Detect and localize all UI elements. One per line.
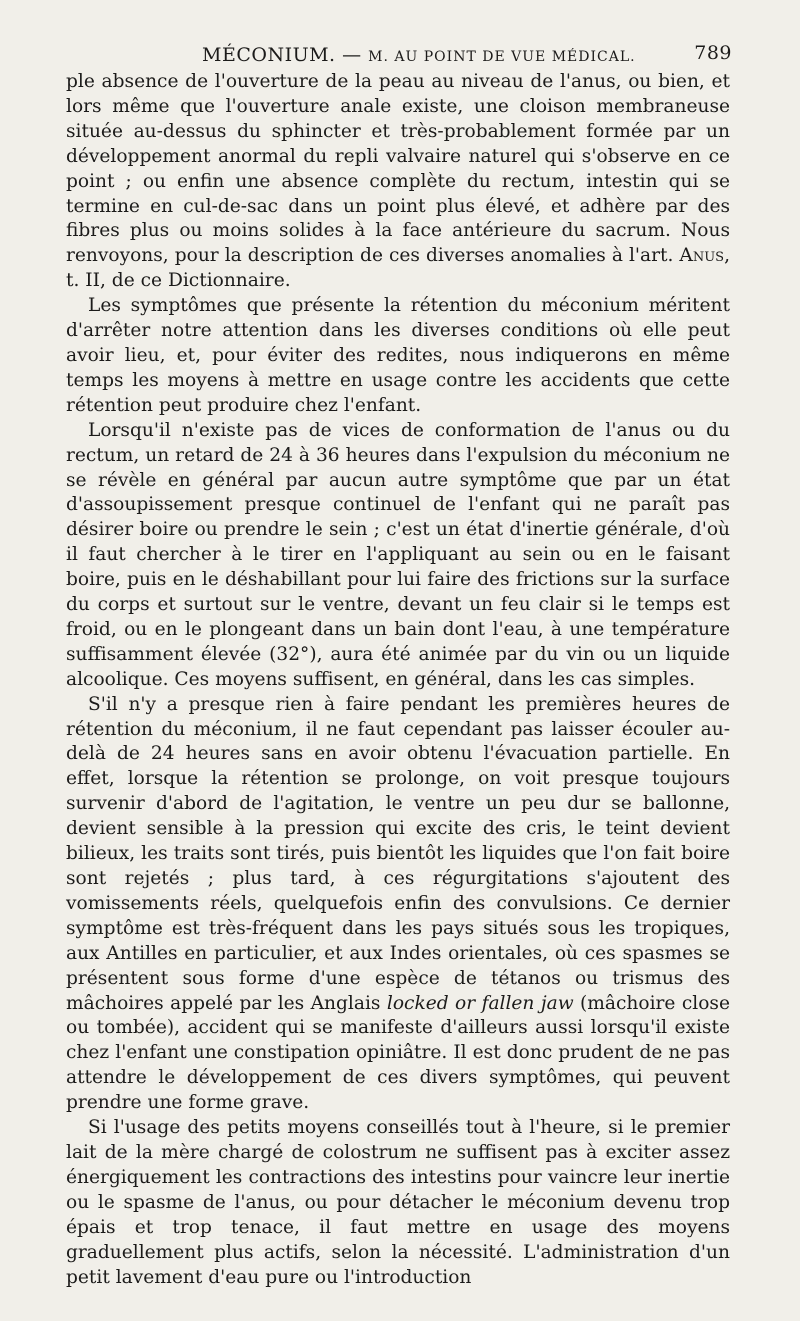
paragraph-4-text: S'il n'y a presque rien à faire pendant les premières heures de rétention du méconium, il ne faut cependant pas laisser écouler au-delà de 24 heures sans en avoir obtenu l'évacuation partielle. En effet, lorsque la rétention se prolonge, on voit presque toujours survenir d'abord de l'agitation, le ventre un peu dur se ballonne, devient sensible à la pression qui excite des cris, le teint devient bilieux, les traits sont tirés, puis bientôt les liquides que l'on fait boire sont rejetés ; plus tard, à ces régurgitations s'ajoutent des vomissements réels, quelquefois enfin des convulsions. Ce dernier symptôme est très-fréquent dans les pays situés sous les tropiques, aux Antilles en particulier, et aux Indes orientales, où ces spasmes se présentent sous forme d'une espèce de tétanos ou trismus des mâchoires appelé par les Anglais	[66, 693, 730, 1014]
paragraph-1	[66, 70, 730, 294]
paragraph-5: Si l'usage des petits moyens conseillés tout à l'heure, si le premier lait de la mère chargé de colostrum ne suffisent pas à exciter assez énergiquement les contractions des intestins pour vaincre leur inertie ou le spasme de l'anus, ou pour détacher le méconium devenu trop épais et trop tenace, il faut mettre en usage des moyens graduellement plus actifs, selon la nécessité. L'administration d'un petit lavement d'eau pure ou l'introduction	[66, 1117, 730, 1288]
paragraph-1-tail: , t. II, de ce Dictionnaire.	[66, 245, 730, 292]
paragraph-4-tail: (mâchoire close ou tombée), accident qui se manifeste d'ailleurs aussi lorsqu'il existe chez l'enfant une constipation opiniâtre. Il est donc prudent de ne pas attendre le développement de ces divers symptômes, qui peuvent prendre une forme grave.	[66, 992, 730, 1114]
running-title-main: MÉCONIUM. —	[202, 44, 362, 66]
running-title-sub: M. AU POINT DE VUE MÉDICAL.	[368, 49, 636, 65]
page-number: 789	[694, 42, 732, 64]
paragraph-4	[66, 693, 730, 1116]
english-term: locked or fallen jaw	[386, 992, 574, 1014]
paragraph-3: Lorsqu'il n'existe pas de vices de conformation de l'anus ou du rectum, un retard de 24 à 36 heures dans l'expulsion du méconium ne se révèle en général par aucun autre symptôme que par un état d'assoupissement presque continuel de l'enfant qui ne paraît pas désirer boire ou prendre le sein ; c'est un état d'inertie générale, d'où il faut chercher à le tirer en l'appliquant au sein ou en le faisant boire, puis en le déshabillant pour lui faire des frictions sur la surface du corps et surtout sur le ventre, devant un feu clair si le temps est froid, ou en le plongeant dans un bain dont l'eau, à une température suffisamment élevée (32°), aura été animée par du vin ou un liquide alcoolique. Ces moyens suffisent, en général, dans les cas simples.	[66, 419, 730, 690]
running-title	[202, 44, 636, 66]
cross-reference-anus: Anus	[679, 245, 725, 267]
body-text	[66, 70, 730, 1290]
paragraph-1-text: ple absence de l'ouverture de la peau au niveau de l'anus, ou bien, et lors même que l'ouverture anale existe, une cloison membraneuse située au-dessus du sphincter et très-probablement formée par un développement anormal du repli valvaire naturel qui s'observe en ce point ; ou enfin une absence complète du rectum, intestin qui se termine en cul-de-sac dans un point plus élevé, et adhère par des fibres plus ou moins solides à la face antérieure du sacrum. Nous renvoyons, pour la description de ces diverses anomalies à l'art.	[66, 71, 730, 267]
running-head	[66, 36, 730, 70]
paragraph-2: Les symptômes que présente la rétention du méconium méritent d'arrêter notre attention dans les diverses conditions où elle peut avoir lieu, et, pour éviter des redites, nous indiquerons en même temps les moyens à mettre en usage contre les accidents que cette rétention peut produire chez l'enfant.	[66, 295, 730, 416]
